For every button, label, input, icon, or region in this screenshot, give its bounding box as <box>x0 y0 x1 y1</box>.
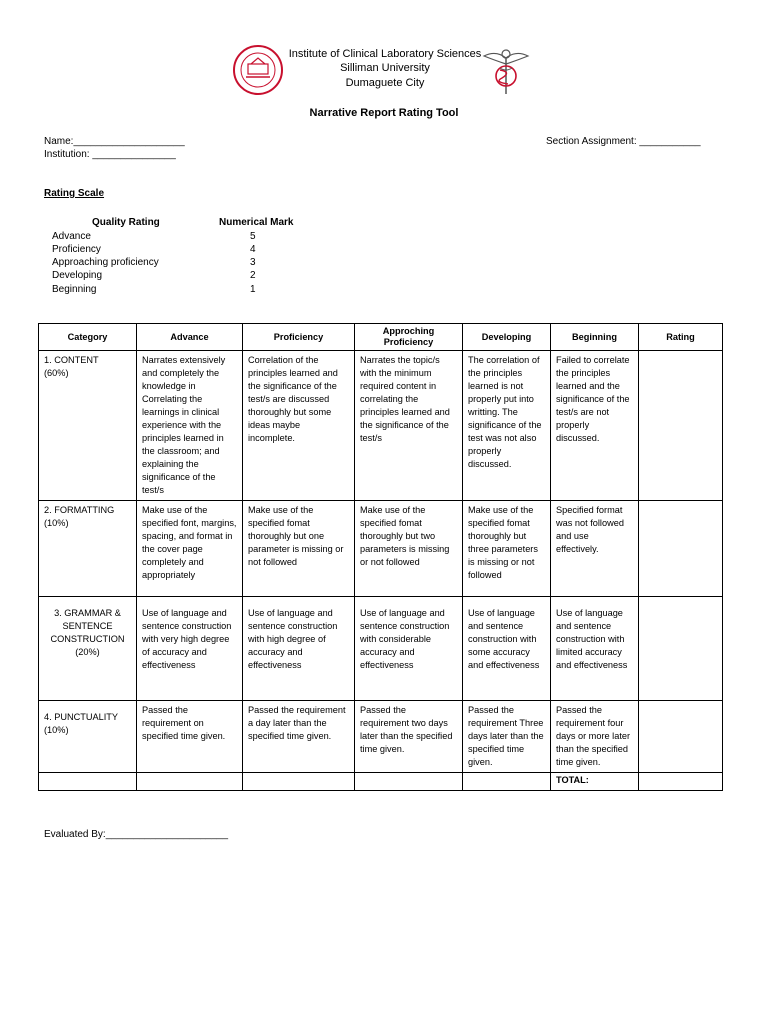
table-row <box>39 501 723 597</box>
university-name: Silliman University <box>340 62 430 74</box>
institute-name: Institute of Clinical Laboratory Sciences <box>288 48 482 60</box>
cell-advance: Passed the requirement on specified time given. <box>137 701 243 773</box>
rubric-table <box>38 323 723 791</box>
cell-approaching: Use of language and sentence construction with considerable accuracy and effectiveness <box>355 597 463 701</box>
cell-proficiency: Passed the requirement a day later than the specified time given. <box>243 701 355 773</box>
header-approaching-proficiency: Approching Proficiency <box>355 324 463 351</box>
cell-proficiency: Use of language and sentence construction with high degree of accuracy and effectiveness <box>243 597 355 701</box>
scale-quality-developing: Developing <box>52 270 103 281</box>
total-rating-cell[interactable] <box>639 773 723 791</box>
quality-rating-header: Quality Rating <box>92 217 160 228</box>
scale-quality-advance: Advance <box>52 231 91 242</box>
cell-approaching: Make use of the specified fomat thoroughly but two parameters is missing or not followed <box>355 501 463 597</box>
numerical-mark-header: Numerical Mark <box>219 217 294 228</box>
header-proficiency: Proficiency <box>243 324 355 351</box>
header-rating: Rating <box>639 324 723 351</box>
cell-approaching: Narrates the topic/s with the minimum required content in correlating the principles learned and the significance of the test/s <box>355 351 463 501</box>
cell-developing: The correlation of the principles learned is not properly put into writting. The significance of the test was not also properly discussed. <box>463 351 551 501</box>
institution-field: Institution: _______________ <box>44 149 176 160</box>
category-formatting: 2. FORMATTING (10%) <box>39 501 137 597</box>
cell-rating[interactable] <box>639 351 723 501</box>
cell-developing: Use of language and sentence construction with some accuracy and effectiveness <box>463 597 551 701</box>
total-empty-cell <box>137 773 243 791</box>
cell-rating[interactable] <box>639 597 723 701</box>
header-advance: Advance <box>137 324 243 351</box>
cell-beginning: Passed the requirement four days or more later than the specified time given. <box>551 701 639 773</box>
rating-scale-title: Rating Scale <box>44 188 105 199</box>
scale-quality-approaching: Approaching proficiency <box>52 257 159 268</box>
evaluated-by-field: Evaluated By:______________________ <box>44 829 229 840</box>
scale-mark-proficiency: 4 <box>250 244 256 255</box>
name-field: Name:____________________ <box>44 136 185 147</box>
cell-approaching: Passed the requirement two days later than the specified time given. <box>355 701 463 773</box>
scale-quality-beginning: Beginning <box>52 284 97 295</box>
category-punctuality: 4. PUNCTUALITY (10%) <box>39 701 137 773</box>
cell-advance: Narrates extensively and completely the knowledge in Correlating the learnings in clinical experience with the principles learned in the classroom; and explaining the significance of the test/s <box>137 351 243 501</box>
cell-developing: Make use of the specified fomat thoroughly but three parameters is missing or not followed <box>463 501 551 597</box>
total-empty-cell <box>39 773 137 791</box>
total-label: TOTAL: <box>551 773 639 791</box>
total-empty-cell <box>243 773 355 791</box>
cell-beginning: Specified format was not followed and use effectively. <box>551 501 639 597</box>
rubric-header-row <box>39 324 723 351</box>
scale-mark-developing: 2 <box>250 270 256 281</box>
document-title: Narrative Report Rating Tool <box>309 107 459 119</box>
table-row <box>39 597 723 701</box>
cell-proficiency: Correlation of the principles learned and the significance of the test/s are discussed thoroughly but some ideas maybe incomplete. <box>243 351 355 501</box>
cell-rating[interactable] <box>639 701 723 773</box>
section-assignment-field: Section Assignment: ___________ <box>546 136 701 147</box>
scale-mark-beginning: 1 <box>250 284 256 295</box>
header-beginning: Beginning <box>551 324 639 351</box>
cell-advance: Make use of the specified font, margins, spacing, and format in the cover page completely and appropriately <box>137 501 243 597</box>
scale-mark-approaching: 3 <box>250 257 256 268</box>
cell-beginning: Use of language and sentence construction with limited accuracy and effectiveness <box>551 597 639 701</box>
total-row <box>39 773 723 791</box>
scale-mark-advance: 5 <box>250 231 256 242</box>
category-content: 1. CONTENT (60%) <box>39 351 137 501</box>
cell-rating[interactable] <box>639 501 723 597</box>
total-empty-cell <box>355 773 463 791</box>
cell-proficiency: Make use of the specified fomat thoroughly but one parameter is missing or not followed <box>243 501 355 597</box>
header-category: Category <box>39 324 137 351</box>
header-developing: Developing <box>463 324 551 351</box>
table-row <box>39 701 723 773</box>
city-name: Dumaguete City <box>345 77 425 89</box>
cell-developing: Passed the requirement Three days later than the specified time given. <box>463 701 551 773</box>
table-row <box>39 351 723 501</box>
cell-advance: Use of language and sentence construction with very high degree of accuracy and effectiveness <box>137 597 243 701</box>
category-grammar: 3. GRAMMAR & SENTENCE CONSTRUCTION (20%) <box>39 597 137 701</box>
scale-quality-proficiency: Proficiency <box>52 244 101 255</box>
cell-beginning: Failed to correlate the principles learned and the significance of the test/s are not properly discussed. <box>551 351 639 501</box>
total-empty-cell <box>463 773 551 791</box>
